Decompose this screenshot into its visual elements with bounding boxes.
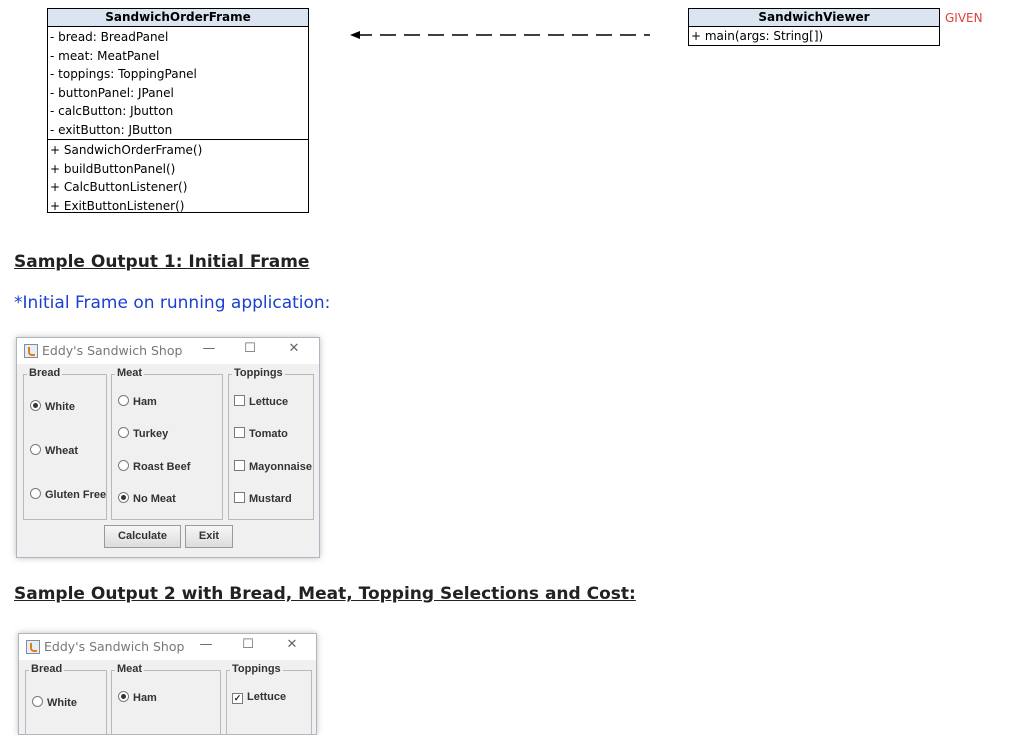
maximize-button[interactable]: ☐ [242,637,254,652]
close-button[interactable]: ✕ [286,637,298,652]
uml-field: - meat: MeatPanel [50,48,160,63]
radio-turkey[interactable] [118,427,168,440]
minimize-button[interactable]: — [202,341,216,356]
radio-roast-beef[interactable] [118,460,190,473]
radio-indicator [32,696,43,707]
radio-indicator [118,691,129,702]
window-title: Eddy's Sandwich Shop [42,343,183,358]
checkbox-indicator [234,395,245,406]
given-tag: GIVEN [945,11,983,25]
checkbox-tomato[interactable] [234,427,288,440]
uml-sandwich-viewer [688,8,940,46]
option-label: Lettuce [249,396,289,408]
uml-class-title: SandwichViewer [689,9,939,27]
app-window-selections [18,633,317,735]
bread-panel [23,367,107,520]
uml-methods [689,27,939,44]
radio-indicator [118,427,129,438]
option-label: Tomato [249,428,288,440]
output2-heading: Sample Output 2 with Bread, Meat, Topping Selections and Cost: [14,584,636,604]
app-window-initial [16,337,320,558]
uml-class-title: SandwichOrderFrame [48,9,308,27]
checkbox-indicator [234,427,245,438]
calculate-button[interactable]: Calculate [104,525,181,548]
option-label: White [47,697,77,709]
radio-ham[interactable] [118,691,157,704]
toppings-panel-label: Toppings [234,367,283,379]
option-label: Gluten Free [45,489,107,501]
option-label: Lettuce [247,691,287,703]
option-label: Wheat [45,445,78,457]
uml-method: + CalcButtonListener() [50,180,188,194]
radio-indicator [30,444,41,455]
toppings-panel [226,663,312,735]
bread-panel [25,663,107,735]
meat-panel-label: Meat [117,663,143,675]
checkbox-lettuce[interactable] [234,395,288,408]
uml-fields [48,27,308,139]
output1-note: *Initial Frame on running application: [14,293,331,313]
radio-white[interactable] [32,696,77,709]
dependency-arrow [348,26,653,44]
radio-gluten-free[interactable] [30,488,106,501]
option-label: Ham [133,396,157,408]
option-label: Mayonnaise [249,461,312,473]
exit-button[interactable]: Exit [185,525,233,548]
radio-wheat[interactable] [30,444,78,457]
uml-method: + ExitButtonListener() [50,198,185,213]
uml-method: + buildButtonPanel() [50,161,176,176]
option-label: White [45,401,75,413]
meat-panel-label: Meat [117,367,143,379]
toppings-panel-label: Toppings [232,663,281,675]
uml-field: - exitButton: JButton [50,122,173,137]
option-label: No Meat [133,493,176,505]
uml-field: - calcButton: Jbutton [50,104,174,118]
title-bar[interactable] [17,338,319,364]
uml-field: - buttonPanel: JPanel [50,85,174,100]
checkbox-indicator: ✓ [233,693,242,703]
window-title: Eddy's Sandwich Shop [44,639,185,654]
title-bar[interactable] [19,634,316,660]
minimize-button[interactable]: — [199,637,213,652]
checkbox-indicator [234,492,245,503]
option-label: Mustard [249,493,292,505]
uml-field: - bread: BreadPanel [50,30,169,44]
uml-method: + SandwichOrderFrame() [50,143,203,157]
checkbox-lettuce[interactable] [232,691,286,704]
checkbox-mustard[interactable] [234,492,292,505]
radio-indicator [118,460,129,471]
maximize-button[interactable]: ☐ [244,341,256,356]
radio-indicator [30,400,41,411]
radio-indicator [118,492,129,503]
toppings-panel [228,367,314,520]
option-label: Turkey [133,428,169,440]
radio-indicator [118,395,129,406]
bread-panel-label: Bread [29,367,61,379]
uml-field: - toppings: ToppingPanel [50,67,197,81]
radio-ham[interactable] [118,395,157,408]
option-label: Roast Beef [133,461,191,473]
java-app-icon [24,344,38,358]
meat-panel [111,367,223,520]
output1-heading: Sample Output 1: Initial Frame [14,252,310,272]
radio-indicator [30,488,41,499]
meat-panel [111,663,221,735]
java-app-icon [26,640,40,654]
radio-no-meat[interactable] [118,492,176,505]
checkbox-indicator [234,460,245,471]
close-button[interactable]: ✕ [288,341,300,356]
uml-methods [48,139,308,215]
option-label: Ham [133,692,157,704]
uml-method: + main(args: String[]) [691,29,824,43]
checkbox-mayonnaise[interactable] [234,460,312,473]
radio-white[interactable] [30,400,75,413]
bread-panel-label: Bread [31,663,63,675]
uml-sandwich-order-frame [47,8,309,213]
